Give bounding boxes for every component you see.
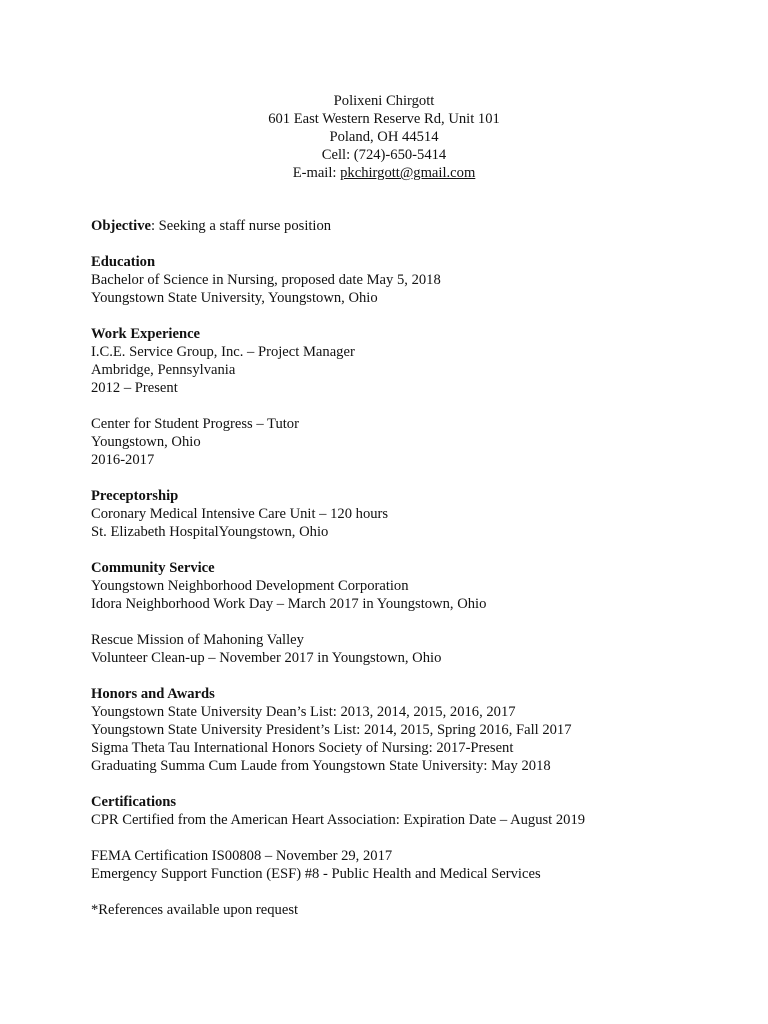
community-service-heading: Community Service	[91, 560, 215, 576]
references-note: *References available upon request	[91, 902, 299, 918]
cell-phone: Cell: (724)-650-5414	[321, 147, 447, 163]
education-degree: Bachelor of Science in Nursing, proposed date May 5, 2018	[91, 272, 441, 288]
job-2-location: Youngstown, Ohio	[91, 434, 201, 450]
contact-header	[0, 92, 768, 182]
certifications-heading: Certifications	[91, 794, 177, 810]
address-line-2: Poland, OH 44514	[329, 129, 439, 145]
cert-fema: FEMA Certification IS00808 – November 29, 2017	[91, 848, 393, 864]
email-row	[0, 164, 768, 182]
job-1-title: I.C.E. Service Group, Inc. – Project Manager	[91, 344, 355, 360]
job-1-dates: 2012 – Present	[91, 380, 178, 396]
job-1-location: Ambridge, Pennsylvania	[91, 362, 236, 378]
job-2-title: Center for Student Progress – Tutor	[91, 416, 299, 432]
email-label: E-mail:	[292, 165, 341, 181]
resume-body	[91, 217, 731, 919]
honor-deans-list: Youngstown State University Dean’s List: 2013, 2014, 2015, 2016, 2017	[91, 704, 516, 720]
honors-heading: Honors and Awards	[91, 686, 215, 702]
work-experience-heading: Work Experience	[91, 326, 201, 342]
objective-label: Objective	[91, 218, 151, 234]
community-1-event: Idora Neighborhood Work Day – March 2017 in Youngstown, Ohio	[91, 596, 487, 612]
preceptorship-hospital: St. Elizabeth HospitalYoungstown, Ohio	[91, 524, 329, 540]
email-link[interactable]: pkchirgott@gmail.com	[340, 165, 476, 181]
education-school: Youngstown State University, Youngstown, Ohio	[91, 290, 378, 306]
community-1-org: Youngstown Neighborhood Development Corporation	[91, 578, 409, 594]
honor-summa-cum-laude: Graduating Summa Cum Laude from Youngstown State University: May 2018	[91, 758, 551, 774]
preceptorship-heading: Preceptorship	[91, 488, 179, 504]
community-2-event: Volunteer Clean-up – November 2017 in Youngstown, Ohio	[91, 650, 442, 666]
community-2-org: Rescue Mission of Mahoning Valley	[91, 632, 304, 648]
education-heading: Education	[91, 254, 156, 270]
cert-cpr: CPR Certified from the American Heart Association: Expiration Date – August 2019	[91, 812, 586, 828]
objective-text: : Seeking a staff nurse position	[150, 218, 332, 234]
cert-esf: Emergency Support Function (ESF) #8 - Public Health and Medical Services	[91, 866, 541, 882]
objective-row	[91, 217, 731, 235]
address-line-1: 601 East Western Reserve Rd, Unit 101	[268, 111, 500, 127]
honor-presidents-list: Youngstown State University President’s List: 2014, 2015, Spring 2016, Fall 2017	[91, 722, 572, 738]
job-2-dates: 2016-2017	[91, 452, 155, 468]
honor-sigma-theta-tau: Sigma Theta Tau International Honors Society of Nursing: 2017-Present	[91, 740, 514, 756]
preceptorship-unit: Coronary Medical Intensive Care Unit – 120 hours	[91, 506, 389, 522]
applicant-name: Polixeni Chirgott	[333, 93, 435, 109]
